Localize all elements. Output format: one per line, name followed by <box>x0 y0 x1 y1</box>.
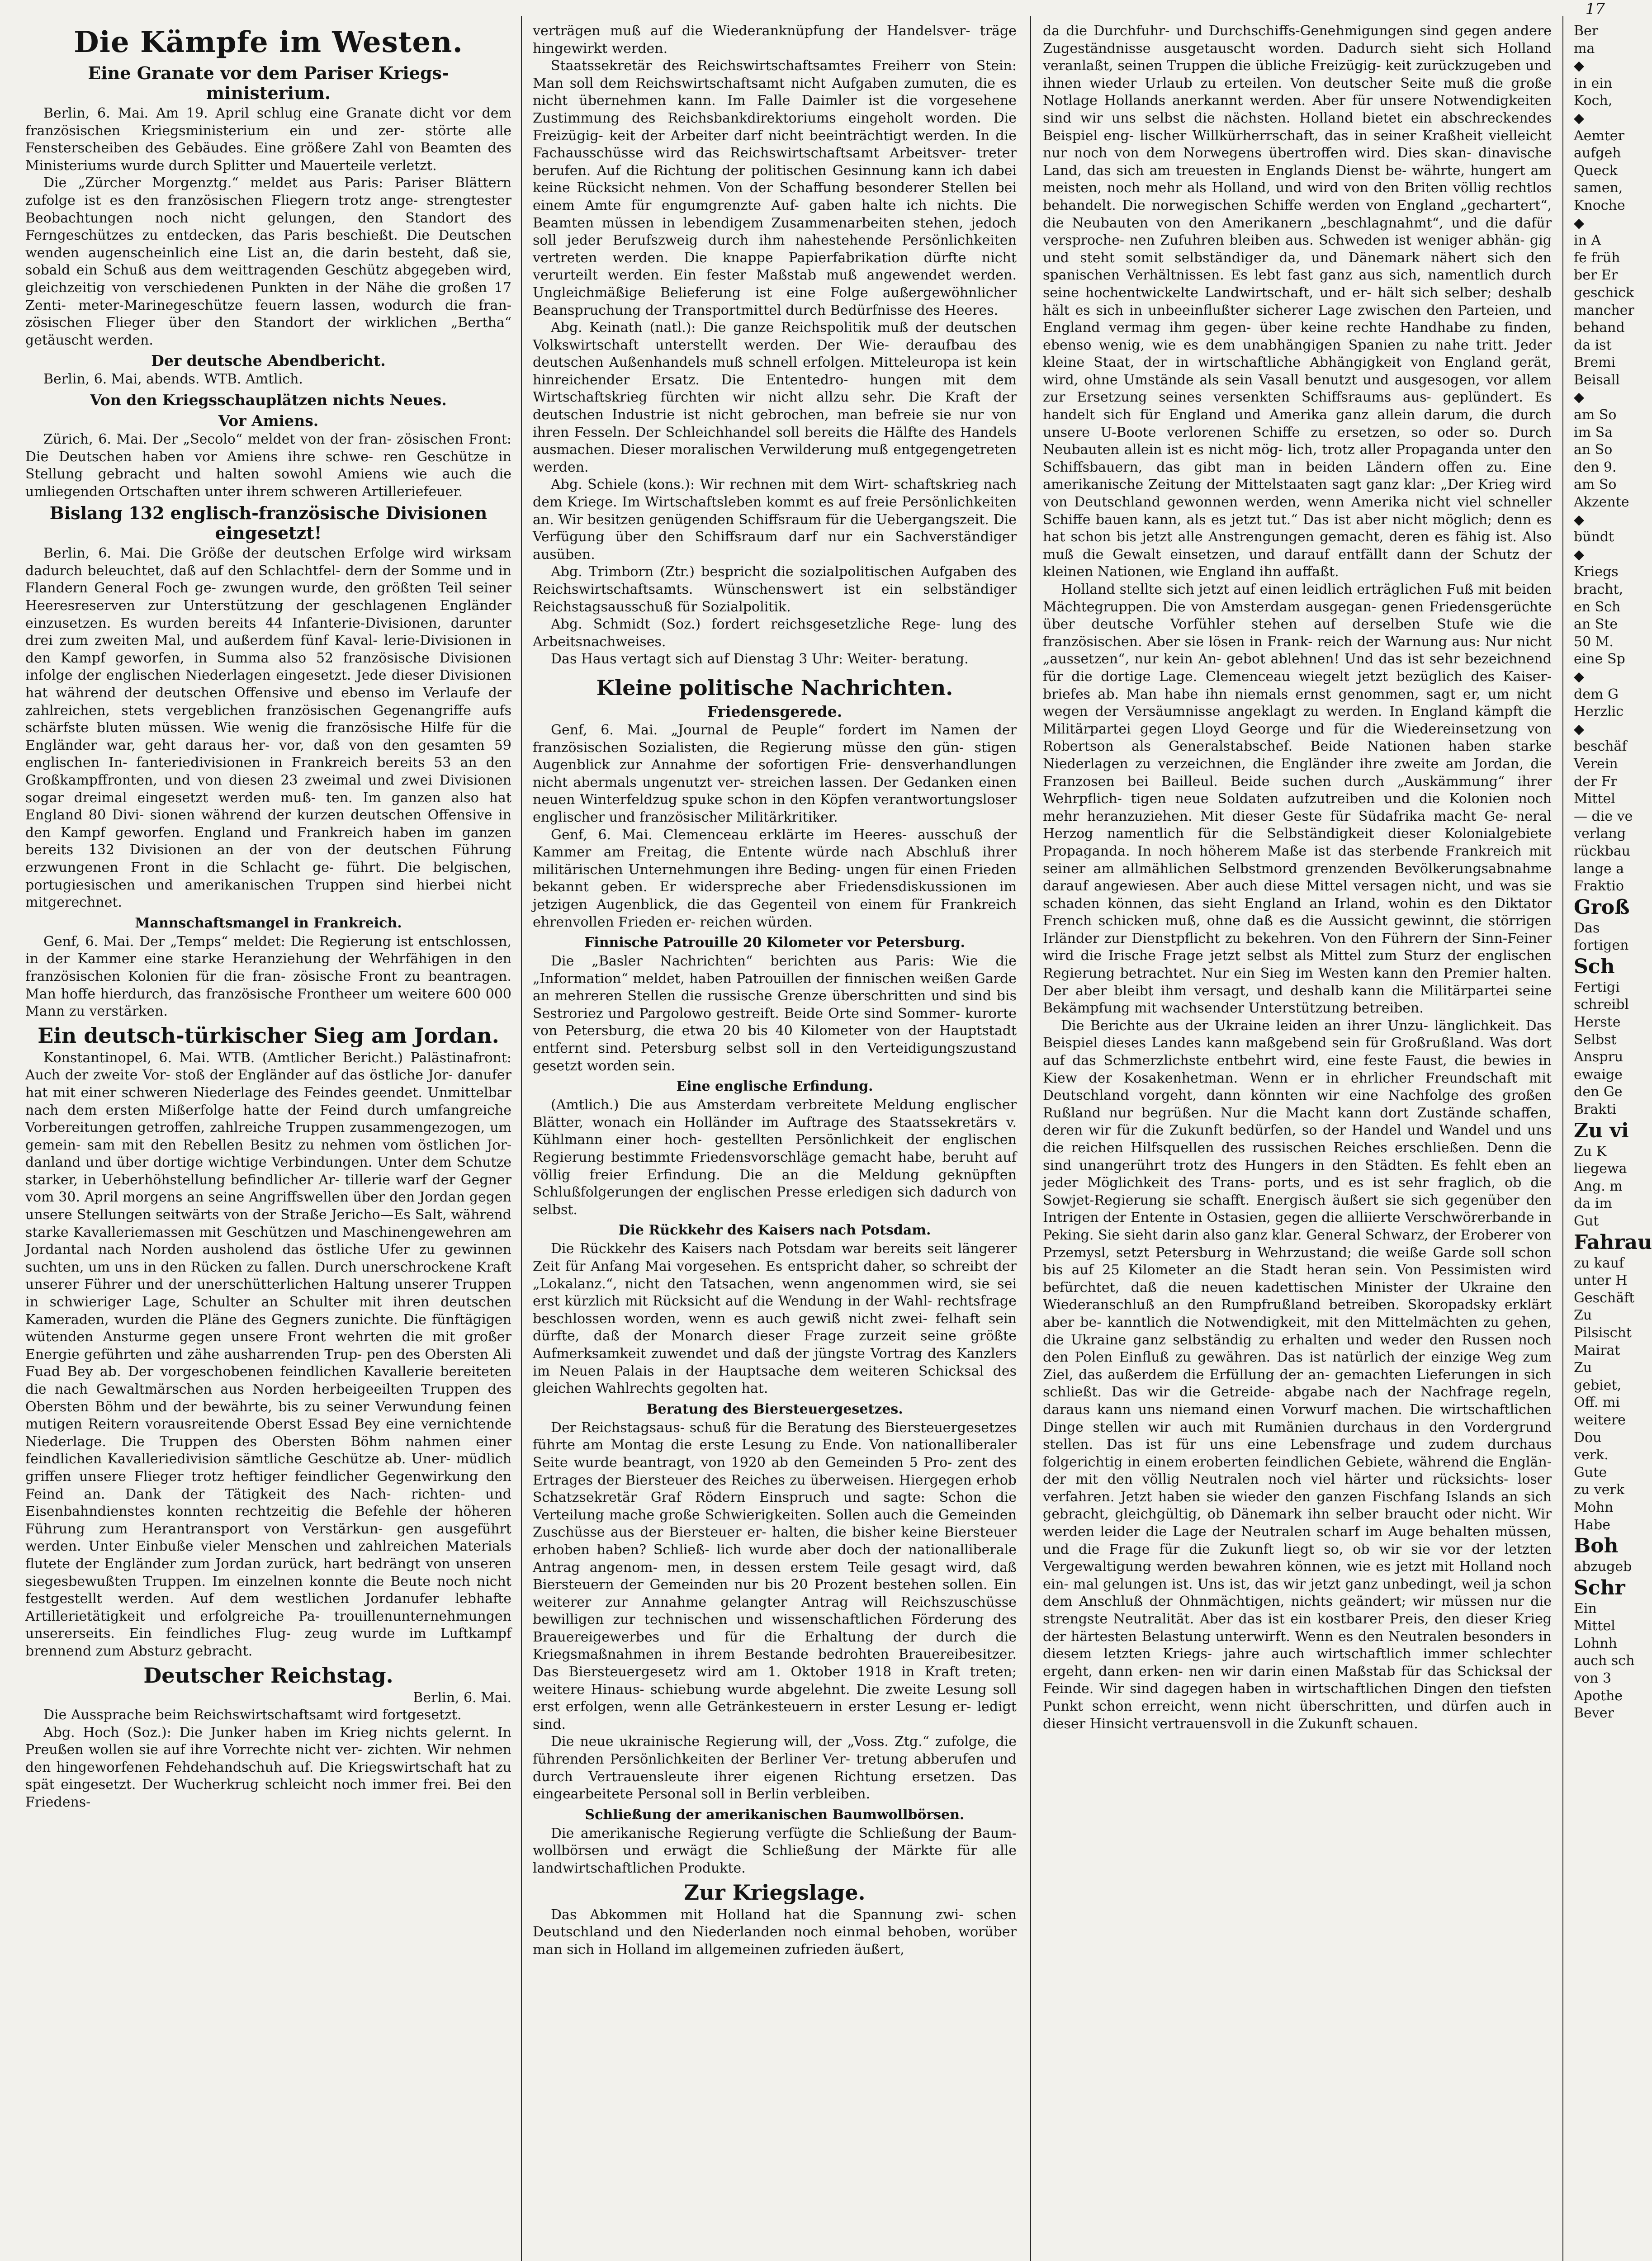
fragment-line: ◆ <box>1574 110 1585 126</box>
fragment-line: im Sa <box>1574 424 1613 440</box>
fragment-line: en Sch <box>1574 599 1621 615</box>
article-paragraph: Abg. Schmidt (Soz.) fordert reichsgesetzliche Rege- lung des Arbeitsnachweises. <box>533 616 1017 650</box>
fragment-line: weitere <box>1574 1412 1626 1428</box>
fragment-line: Mairat <box>1574 1342 1620 1358</box>
headline-erfindung: Eine englische Erfindung. <box>676 1078 873 1095</box>
fragment-line: verk. <box>1574 1447 1609 1463</box>
headline-biersteuer: Beratung des Biersteuergesetzes. <box>646 1401 903 1417</box>
fragment-line: Zu <box>1574 1307 1592 1324</box>
fragment-line: liegewa <box>1574 1161 1627 1177</box>
article-paragraph: Die Berichte aus der Ukraine leiden an ihrer Unzu- länglichkeit. Das Beispiel dieses Landes kann maßgebend sein für Großrußland. Was dort auf das Schmerzlichste entbehrt wird, eine feste Faust, die bewies in Kiew der Kosakenhetman. Wenn er in ehrlicher Freundschaft mit Deutschland vorgeht, dann könnten wir eine Nachfolge des großen Rußland nur begrüßen. Nur die Macht kann dort Zustände schaffen, deren wir für die Zukunft bedürfen, so der Handel und Wandel und uns die reichen Hilfsquellen des russischen Reiches erschließen. Denn die sind unangerührt trotz des Hungers in den Städten. Es fehlt eben an jeder Möglichkeit des Trans- ports, und es ist sehr fraglich, ob die Sowjet-Regierung sie schafft. Energisch äußert sie sich gegenüber den Intrigen der Entente in Ostasien, gegen die alliierte Verschwörerbande in Peking. Sie sieht darin also ganz klar. General Schwarz, der Eroberer von Przemysl, setzt Petersburg in Wehrzustand; die weiße Garde soll schon bis auf 25 Kilometer an die Stadt heran sein. Von Pessimisten wird befürchtet, daß die neuen kadettischen Minister der Ukraine den Wiederanschluß an den Rumpfrußland betreiben. Skoropadsky erklärt aber be- kanntlich die Notwendigkeit, mit den Mittelmächten zu gehen, die Ukraine ganz selbständig zu erhalten und weder den Russen noch den Polen Einfluß zu gewähren. Das ist natürlich der einzige Weg zum Ziel, das außerdem die Erfüllung der an- gemachten Lieferungen in sich schließt. Das wir die Getreide- abgabe nach der Nachfrage regeln, daraus kann uns niemand einen Vorwurf machen. Die wirtschaftlichen Dinge stellen wir auch mit Rumänien durchaus in den Vordergrund stellen. Das ist für uns eine Lebensfrage und zudem durchaus folgerichtig in einem eroberten feindlichen Gebiete, während die Englän- der mit den völlig Neutralen noch viel härter und rücksichts- loser verfahren. Jetzt haben sie wieder den ganzen Fischfang Islands an sich gebracht, gleichgültig, ob Dänemark ihn selber braucht oder nicht. Wir werden leider die Lage der Neutralen scharf im Auge behalten müssen, und die Frage für die Zukunft liegt so, ob wir sie vor der letzten Vergewaltigung werden bewahren können, wie es jetzt mit Holland noch ein- mal gelungen ist. Uns ist, das wir jetzt ganz unbedingt, weil ja schon dem Anschluß der Ohnmächtigen, nichts geändert; wir müssen nur die strengste Neutralität. Aber das ist ein kostbarer Preis, den dieser Krieg der härtesten Belastung unterwirft. Wenn es den Neutralen besonders in diesem letzten Kriegs- jahre auch wirtschaftlich immer schlechter ergeht, dann erken- nen wir darin einen Maßstab für das Schicksal der Feinde. Wir sind dagegen haben in wirtschaftlichen Dingen den tiefsten Punkt schon erreicht, wenn nicht überschritten, und dürfen auch in dieser Hinsicht vertrauensvoll in die Zukunft schauen. <box>1043 1017 1552 1732</box>
fragment-line: den Ge <box>1574 1084 1623 1100</box>
headline-granate: Eine Granate vor dem Pariser Kriegs- ministerium. <box>88 63 449 103</box>
fragment-line: Herste <box>1574 1014 1621 1031</box>
fragment-line: aufgeh <box>1574 145 1621 161</box>
fragment-line: zu verk <box>1574 1482 1624 1498</box>
fragment-line: Koch, <box>1574 93 1613 109</box>
fragment-line: Bremi <box>1574 355 1616 371</box>
fragment-line: Zu vi <box>1574 1119 1629 1142</box>
article-paragraph: Die Aussprache beim Reichswirtschaftsamt wird fortgesetzt. <box>43 1707 462 1723</box>
fragment-line: der Fr <box>1574 773 1617 790</box>
article-paragraph: Das Abkommen mit Holland hat die Spannung zwi- schen Deutschland und den Niederlanden noch einmal behoben, worüber man sich in Holland im allgemeinen zufrieden äußert, <box>533 1906 1017 1958</box>
fragment-line: Beisall <box>1574 372 1620 388</box>
column-1 <box>25 23 511 2261</box>
headline-kriegslage: Zur Kriegslage. <box>684 1880 866 1905</box>
article-paragraph: Die neue ukrainische Regierung will, der „Voss. Ztg.“ zufolge, die führenden Persönlichkeiten der Berliner Ver- tretung abberufen und durch Vertrauensleute ihrer eigenen Richtung ersetzen. Das eingearbeitete Personal soll in Berlin verbleiben. <box>533 1734 1017 1802</box>
fragment-line: Das <box>1574 920 1600 936</box>
article-paragraph: Abg. Trimborn (Ztr.) bespricht die sozialpolitischen Aufgaben des Reichswirtschaftsamts. Wünschenswert ist ein selbständiger Reichstagsausschuß für Sozialpolitik. <box>533 564 1017 615</box>
fragment-line: Gute <box>1574 1464 1607 1481</box>
article-paragraph: Berlin, 6. Mai. Die Größe der deutschen Erfolge wird wirksam dadurch beleuchtet, daß auf den Schlachtfel- dern der Somme und in Flandern General Foch ge- zwungen wurde, den größten Teil seiner Heeresreserven zur Unterstützung der geschlagenen Engländer einzusetzen. Es wurden bereits 44 Infanterie-Divisionen, darunter drei zum zweiten Mal, und außerdem fünf Kaval- lerie-Divisionen in den Kampf geworfen, in Summa also 52 französische Divisionen infolge der englischen Niederlagen eingesetzt. Jede dieser Divisionen hat während der deutschen Offensive und ebenso im Verlaufe der zahlreichen, stets vergeblichen französischen Gegenangriffe aufs schärfste bluten müssen. Wie wenig die französische Hilfe für die Engländer war, geht daraus her- vor, daß von den gesamten 59 englischen In- fanteriedivisionen in Frankreich bereits 53 an den Großkampffronten, und von diesen 23 zweimal und zwei Divisionen sogar dreimal eingesetzt werden muß- ten. Im ganzen also hat England 80 Divi- sionen während der kurzen deutschen Offensive in den Kampf geworfen. England und Frankreich haben im ganzen bereits 132 Divisionen an der von der deutschen Führung erzwungenen Front in die Schlacht ge- führt. Die belgischen, portugiesischen und amerikanischen Truppen sind hierbei nicht mitgerechnet. <box>25 545 511 911</box>
fragment-line: den 9. <box>1574 459 1617 475</box>
fragment-line: verlang <box>1574 826 1626 842</box>
fragment-line: Mohn <box>1574 1499 1614 1515</box>
fragment-line: in ein <box>1574 75 1613 91</box>
article-paragraph: Die „Zürcher Morgenztg.“ meldet aus Paris: Pariser Blättern zufolge ist es den französischen Fliegern trotz ange- strengtester Beobachtungen noch nicht gelungen, den Standort des Ferngeschützes zu entdecken, das Paris beschießt. Die Deutschen wenden augenscheinlich eine List an, die darin besteht, daß sie, sobald ein Schuß aus dem weittragenden Geschütz abgegeben wird, gleichzeitig von verschiedenen Punkten in der Nähe die großen 17 Zenti- meter-Marinegeschütze feuern lassen, wodurch die fran- zösischen Flieger über den Standort der wirklichen „Bertha“ getäuscht werden. <box>25 175 511 348</box>
article-paragraph: Berlin, 6. Mai. Am 19. April schlug eine Granate dicht vor dem französischen Kriegsministerium ein und zer- störte alle Fensterscheiben des Gebäudes. Eine größere Zahl von Beamten des Ministeriums wurde durch Splitter und Mauerteile verletzt. <box>25 105 511 174</box>
fragment-line: behand <box>1574 320 1625 336</box>
article-paragraph: Holland stellte sich jetzt auf einen leidlich erträglichen Fuß mit beiden Mächtegruppen. Die von Amsterdam ausgegan- genen Friedensgerüchte über deutsche Vorfühler stehen auf derselben Stufe wie die französischen. Aber sie lösen in Frank- reich der Warnung aus: Nur nicht „aussetzen“, nur kein An- gebot ablehnen! Und das ist sehr bezeichnend für die dortige Lage. Clemenceau wiegelt jetzt bezüglich des Kaiser- briefes ab. Man habe ihn niemals ernst genommen, sagt er, um nicht wegen der Versäumnisse angeklagt zu werden. In England kämpft die Militärpartei gegen Lloyd George und für die Wiedereinsetzung von Robertson als Generalstabschef. Beide Nationen haben starke Niederlagen zu verzeichnen, die Engländer ihre zweite am Jordan, die Franzosen bei Bailleul. Beide suchen durch „Auskämmung“ ihrer Wehrpflich- tigen neue Soldaten aufzutreiben und die Kolonien noch mehr heranzuziehen. Mit dieser Geste für Südafrika macht Ge- neral Herzog namentlich für die Selbständigkeit dieser Kolonialgebiete Propaganda. In noch höherem Maße ist das sterbende Frankreich mit seiner am allmählichen Selbstmord grenzenden Bevölkerungsabnahme darauf angewiesen. Aber auch diese Mittel versagen nicht, und was sie schaden können, das sieht England an Irland, wohin es den Diktator French schicken muß, ohne daß es die Aussicht gewinnt, die störrigen Irländer zur Dienstpflicht zu bekehren. Von den Führern der Sinn-Feiner wird die Irische Frage jetzt selbst als Mittel zum Sturz der englischen Regierung betrachtet. Nur ein Sieg im Westen kann den Premier halten. Der aber bleibt ihm versagt, und deshalb kann die Militärpartei seine Bekämpfung mit wachsender Unterstützung betreiben. <box>1043 582 1552 1017</box>
article-paragraph: Genf, 6. Mai. Clemenceau erklärte im Heeres- ausschuß der Kammer am Freitag, die Entente würde nach Abschluß ihrer militärischen Unternehmungen ihre Beding- ungen für einen Frieden bekannt geben. Er widerspreche aber Friedensdiskussionen im jetzigen Augenblick, die das Gegenteil von einem für Frankreich ehrenvollen Frieden er- reichen würden. <box>533 827 1017 930</box>
column-4-fragment <box>1574 23 1652 2261</box>
headline-abendbericht: Der deutsche Abendbericht. <box>151 352 386 370</box>
fragment-line: eine Sp <box>1574 651 1625 667</box>
fragment-line: Schr <box>1574 1576 1625 1599</box>
fragment-line: ewaige <box>1574 1066 1623 1083</box>
fragment-line: Lohnh <box>1574 1635 1617 1651</box>
fragment-line: Ang. m <box>1574 1178 1623 1194</box>
article-paragraph: Die Rückkehr des Kaisers nach Potsdam war bereits seit längerer Zeit für Anfang Mai vorgesehen. Es entspricht daher, so schreibt der „Lokalanz.“, nicht den Tatsachen, wenn angenommen wird, sie sei erst kürzlich mit Rücksicht auf die Wendung in der Wahl- rechtsfrage beschlossen worden, wenn es auch gewiß nicht zwei- felhaft sein dürfte, daß der Monarch dieser Frage zurzeit seine größte Aufmerksamkeit zuwendet und daß der jüngste Vortrag des Kanzlers im Neuen Palais in der Hauptsache dem weiteren Schicksal des gleichen Wahlrechts gegolten hat. <box>533 1241 1017 1397</box>
corner-mark: 17 <box>1585 0 1605 18</box>
fragment-line: Akzente <box>1574 494 1629 511</box>
fragment-line: Dou <box>1574 1429 1602 1446</box>
article-paragraph: Der Reichstagsaus- schuß für die Beratung des Biersteuergesetzes führte am Montag die erste Lesung zu Ende. Von nationalliberaler Seite wurde beantragt, von 1920 ab den Gemeinden 5 Pro- zent des Ertrages der Biersteuer des Reiches zu überweisen. Hiergegen erhob Schatzsekretär Graf Rödern Einspruch und sagte: Schon die Verteilung mache große Schwierigkeiten. Sollen auch die Gemeinden Zuschüsse aus der Biersteuer er- halten, die bisher keine Biersteuer erhoben haben? Schließ- lich wurde aber doch der nationalliberale Antrag angenom- men, in dessen erstem Teile gesagt wird, daß Biersteuern der Gemeinden nur bis 20 Prozent bestehen sollen. Ein weiterer zur Annahme gelangter Antrag will Reichszuschüsse bewilligen zur technischen und wissenschaftlichen Förderung des Brauereigewerbes und für die Erhaltung der durch die Kriegsmaßnahmen in ihrem Bestande bedrohten Brauereibesitzer. Das Biersteuergesetz wird am 1. Oktober 1918 in Kraft treten; weitere Hinaus- schiebung wurde abgelehnt. Die zweite Lesung soll erst erfolgen, wenn alle Getränkesteuern in erster Lesung er- ledigt sind. <box>533 1419 1017 1732</box>
fragment-line: ber Er <box>1574 267 1618 284</box>
fragment-line: bracht, <box>1574 582 1624 597</box>
headline-baumwolle: Schließung der amerikanischen Baumwollbörsen. <box>585 1807 965 1823</box>
fragment-line: Pilsischt <box>1574 1324 1632 1341</box>
article-paragraph: da die Durchfuhr- und Durchschiffs-Genehmigungen sind gegen andere Zugeständnisse ausgetauscht worden. Dadurch sieht sich Holland veranlaßt, seinen Truppen die übliche Freizügig- keit zurückzugeben und ihnen wieder Urlaub zu erteilen. Von deutscher Seite muß die große Notlage Hollands anerkannt werden. Aber für unsere Notwendigkeiten sind wir uns selbst die nächsten. Holland bietet ein abschreckendes Beispiel eng- lischer Willkürherrschaft, das in seiner Kraßheit vielleicht nur noch von dem Norwegens übertroffen wird. Dies skan- dinavische Land, das sich am treuesten in Englands Dienst be- währte, hungert am meisten, noch mehr als Holland, und wird von den Briten völlig rechtlos behandelt. Die norwegischen Schiffe werden von England „gechartert“, die Neubauten von den Amerikanern „beschlagnahmt“, und die dafür versproche- nen Zufuhren bleiben aus. Schweden ist weniger abhän- gig und steht somit selbständiger da, und Dänemark nähert sich den spanischen Verhältnissen. Es lebt fast ganz aus sich, namentlich durch seine hochentwickelte Landwirtschaft, und er- hält sich selber; deshalb hält es sich in unbeeinflußter sicherer Lage zwischen den Parteien, und England vermag ihm gegen- über keine rechte Handhabe zu finden, ebenso wenig, wie es dem unabhängigen Spanien zu nahe tritt. Jeder kleine Staat, der in wirtschaftliche Abhängigkeit von England gerät, wird, ohne Umstände als sein Vasall benutzt und ausgesogen, vor allem zur Ersetzung seines versenkten Schiffsraums aus- geplündert. Es handelt sich für England und Amerika ganz allein darum, die durch unsere U-Boote verlorenen Schiffe zu ersetzen, so oder so. Durch Neubauten allein ist es nicht mög- lich, trotz aller Propaganda unter den Schiffsbauern, das gibt man in beiden Ländern offen zu. Eine amerikanische Zeitung der Mittelstaaten sagt ganz klar: „Der Krieg wird von Deutschland gewonnen werden, wenn Amerika nicht viel schneller Schiffe bauen kann, als es jetzt tut.“ Das ist aber nicht möglich; denn es hat schon bis jetzt alle Anstrengungen gemacht, deren es fähig ist. Also muß die Gewalt einsetzen, und darauf entfällt dann der Schutz der kleinen Nationen, wie England ihn auffaßt. <box>1043 23 1552 580</box>
fragment-line: 50 M. <box>1574 634 1614 650</box>
fragment-line: ◆ <box>1574 668 1585 685</box>
headline-politische: Kleine politische Nachrichten. <box>596 675 953 700</box>
headline-reichstag: Deutscher Reichstag. <box>143 1663 393 1688</box>
fragment-line: Fraktio <box>1574 878 1624 894</box>
fragment-line: Brakti <box>1574 1102 1617 1118</box>
headline-patrouille: Finnische Patrouille 20 Kilometer vor Petersburg. <box>584 935 965 951</box>
fragment-line: Fahrau <box>1574 1230 1652 1254</box>
fragment-line: abzugeb <box>1574 1559 1632 1575</box>
fragment-line: da ist <box>1574 337 1612 353</box>
fragment-line: ◆ <box>1574 58 1585 74</box>
fragment-line: — die ve <box>1574 808 1633 824</box>
fragment-line: Zu K <box>1574 1143 1607 1159</box>
fragment-line: ◆ <box>1574 546 1585 563</box>
article-paragraph: Die amerikanische Regierung verfügte die Schließung der Baum- wollbörsen und erwägt die Schließung der Märkte für alle landwirtschaftlichen Produkte. <box>533 1825 1017 1876</box>
article-paragraph: Genf, 6. Mai. „Journal de Peuple“ fordert im Namen der französischen Sozialisten, die Regierung müsse den gün- stigen Augenblick zur Annahme der sofortigen Frie- densverhandlungen nicht abermals ungenutzt ver- streichen lassen. Der Gedanken einen neuen Winterfeldzug spuke schon in den Köpfen verantwortungsloser englischer und französischer Militärkritiker. <box>533 722 1017 825</box>
fragment-line: Herzlic <box>1574 704 1624 720</box>
fragment-line: Zu <box>1574 1360 1592 1376</box>
fragment-line: Ein <box>1574 1600 1597 1617</box>
article-paragraph: Abg. Hoch (Soz.): Die Junker haben im Krieg nichts gelernt. In Preußen wollen sie auf ihre Vorrechte nicht ver- zichten. Wir nehmen den hingeworfenen Fehdehandschuh auf. Die Kriegswirtschaft hat zu spät eingesetzt. Der Wucherkrug schleicht noch immer frei. Bei den Friedens- <box>25 1724 511 1811</box>
fragment-line: ma <box>1574 40 1595 57</box>
article-paragraph: Berlin, 6. Mai, abends. WTB. Amtlich. <box>43 371 303 388</box>
article-paragraph: Zürich, 6. Mai. Der „Secolo“ meldet von der fran- zösischen Front: Die Deutschen haben vor Amiens ihre schwe- ren Geschütze in Stellung gebracht und halten sowohl Amiens wie auch die umliegenden Ortschaften unter ihrem schweren Artilleriefeuer. <box>25 431 511 500</box>
fragment-line: Verein <box>1574 756 1618 772</box>
fragment-line: an So <box>1574 442 1613 458</box>
article-paragraph: Die „Basler Nachrichten“ berichten aus Paris: Wie die „Information“ meldet, haben Patrouillen der finnischen weißen Garde an mehreren Stellen die russische Grenze überschritten und sind bis Sestroriez und Pargolowo gestreift. Beide Orte sind Sommer- kurorte von Petersburg, die etwa 20 bis 40 Kilometer von der Hauptstadt entfernt sind. Petersburg selbst soll in den Verteidigungszustand gesetzt worden sein. <box>533 953 1017 1074</box>
fragment-line: fe früh <box>1574 250 1620 266</box>
article-paragraph: Abg. Schiele (kons.): Wir rechnen mit dem Wirt- schaftskrieg nach dem Kriege. Im Wirtschaftsleben kommt es auf freie Persönlichkeiten an. Wir besitzen genügenden Schiffsraum für die Uebergangszeit. Die Verfügung über den Schiffsraum darf nur ein Sachverständiger ausüben. <box>533 477 1017 563</box>
headline-divisionen: Bislang 132 englisch-französische Divisionen eingesetzt! <box>49 503 488 544</box>
fragment-line: Kriegs <box>1574 564 1619 580</box>
fragment-line: ◆ <box>1574 215 1585 231</box>
article-paragraph: Staatssekretär des Reichswirtschaftsamtes Freiherr von Stein: Man soll dem Reichswirtschaftsamt nicht Aufgaben zumuten, die es nicht übernehmen kann. Im Falle Daimler ist die vorgesehene Zustimmung des Reichsbankdirektoriums eingeholt worden. Die Freizügig- keit der Arbeiter darf nicht beeinträchtigt werden. In die Fachausschüsse wird das Reichswirtschaftsamt Arbeitsver- treter berufen. Auf die Richtung der politischen Gesinnung kann ich dabei keine Rücksicht nehmen. Von der Schaffung besonderer Stellen bei einem Amte für engumgrenzte Auf- gaben halte ich nichts. Die Beamten müssen in lebendigem Zusammenarbeiten stehen, jedoch soll jeder Berufszweig durch ihm nahestehende Persönlichkeiten vertreten werden. Die knappe Papierfabrikation dürfte nicht verurteilt werden. Ein fester Maßstab muß angewendet werden. Ungleichmäßige Belieferung ist eine Folge außergewöhnlicher Beanspruchung der Transportmittel durch Bedürfnisse des Heeres. <box>533 58 1017 318</box>
headline-friedensgerede: Friedensgerede. <box>707 702 843 720</box>
fragment-line: Bever <box>1574 1705 1614 1722</box>
fragment-line: Apothe <box>1574 1688 1623 1704</box>
fragment-line: gebiet, <box>1574 1377 1622 1393</box>
column-rule <box>521 16 522 2261</box>
fragment-line: bündt <box>1574 529 1614 545</box>
fragment-line: Groß <box>1574 895 1630 919</box>
headline-kaempfe: Die Kämpfe im Westen. <box>74 25 463 59</box>
fragment-line: da im <box>1574 1196 1612 1212</box>
fragment-line: samen, <box>1574 180 1623 196</box>
headline-mannschaft: Mannschaftsmangel in Frankreich. <box>135 915 402 931</box>
fragment-line: Mittel <box>1574 791 1615 807</box>
headline-amiens: Vor Amiens. <box>218 412 319 430</box>
fragment-line: lange a <box>1574 861 1624 877</box>
article-paragraph: verträgen muß auf die Wiederanknüpfung der Handelsver- träge hingewirkt werden. <box>533 23 1017 57</box>
article-paragraph: Abg. Keinath (natl.): Die ganze Reichspolitik muß der deutschen Volkswirtschaft unterstellt werden. Der Wie- deraufbau des deutschen Außenhandels muß schnell erfolgen. Mitteleuropa ist kein hinreichender Ersatz. Die Ententedro- hungen mit dem Wirtschaftskrieg fürchten wir nicht allzu sehr. Die Kraft der deutschen Industrie ist nicht gebrochen, man befreie sie nur von ihren Fesseln. Der Schleichhandel soll bereits die Hälfte des Handels ausmachen. Dieser moralischen Verwilderung muß entgegengetreten werden. <box>533 320 1017 475</box>
fragment-line: schreibl <box>1574 997 1629 1013</box>
column-rule <box>1030 16 1031 2261</box>
fragment-line: Gut <box>1574 1213 1599 1229</box>
fragment-line: ◆ <box>1574 511 1585 528</box>
article-paragraph: (Amtlich.) Die aus Amsterdam verbreitete Meldung englischer Blätter, wonach ein Holländer im Auftrage des Staatssekretärs v. Kühlmann einer hoch- gestellten Persönlichkeit der englischen Regierung bestimmte Friedensvorschläge gemacht habe, beruht auf völlig freier Erfindung. Die an die Meldung geknüpften Schlußfolgerungen der englischen Presse erledigen sich dadurch von selbst. <box>533 1097 1017 1218</box>
fragment-line: Habe <box>1574 1517 1611 1533</box>
fragment-line: Sch <box>1574 955 1615 978</box>
fragment-line: am So <box>1574 477 1617 493</box>
column-2 <box>533 23 1017 2261</box>
fragment-line: unter H <box>1574 1272 1628 1289</box>
article-line: Von den Kriegsschauplätzen nichts Neues. <box>90 391 447 409</box>
fragment-line: Geschäft <box>1574 1290 1635 1306</box>
fragment-line: rückbau <box>1574 843 1631 859</box>
fragment-line: an Ste <box>1574 616 1618 633</box>
column-3 <box>1043 23 1552 2261</box>
fragment-line: Mittel <box>1574 1618 1615 1634</box>
fragment-line: Off. mi <box>1574 1395 1620 1411</box>
fragment-line: Aemter <box>1574 128 1625 144</box>
fragment-line: fortigen <box>1574 937 1629 954</box>
fragment-line: Boh <box>1574 1534 1619 1558</box>
fragment-line: Anspru <box>1574 1049 1624 1065</box>
fragment-line: Selbst <box>1574 1031 1617 1048</box>
fragment-line: Queck <box>1574 162 1618 179</box>
headline-rueckkehr: Die Rückkehr des Kaisers nach Potsdam. <box>618 1222 931 1239</box>
fragment-line: auch sch <box>1574 1653 1635 1669</box>
article-paragraph: Das Haus vertagt sich auf Dienstag 3 Uhr: Weiter- beratung. <box>551 651 969 667</box>
dateline: Berlin, 6. Mai. <box>413 1689 511 1706</box>
fragment-line: in A <box>1574 232 1601 249</box>
fragment-line: von 3 <box>1574 1670 1611 1687</box>
fragment-line: Knoche <box>1574 197 1625 213</box>
fragment-line: Ber <box>1574 23 1599 39</box>
article-paragraph: Genf, 6. Mai. Der „Temps“ meldet: Die Regierung ist entschlossen, in der Kammer eine starke Heranziehung der Wehrfähigen in den französischen Kolonien für die fran- zösische Front zu beantragen. Man hoffe hierdurch, das französische Frontheer um weitere 600 000 Mann zu verstärken. <box>25 933 511 1020</box>
fragment-line: Fertigi <box>1574 979 1620 995</box>
fragment-line: beschäf <box>1574 738 1627 755</box>
fragment-line: ◆ <box>1574 721 1585 737</box>
fragment-line: ◆ <box>1574 389 1585 406</box>
fragment-line: zu kauf <box>1574 1255 1624 1271</box>
fragment-line: dem G <box>1574 686 1619 702</box>
column-rule <box>1562 16 1563 2261</box>
article-paragraph: Konstantinopel, 6. Mai. WTB. (Amtlicher Bericht.) Palästinafront: Auch der zweite Vor- stoß der Engländer auf das östliche Jor- danufer hat mit einer schweren Niederlage des Feindes geendet. Unmittelbar nach dem ersten Mißerfolge hatte der Feind durch umfangreiche Vorbereitungen getroffen, zahlreiche Truppen zusammengezogen, um gemein- sam mit den Rebellen Besitz zu nehmen vom östlichen Jor- danland und über dortige wichtige Verbindungen. Unter dem Schutze starker, in Ueberhöhstellung befindlicher Ar- tillerie warf der Gegner vom 30. April morgens an seine Angriffswellen über den Jordan gegen unsere Stellungen seitwärts von der Straße Jericho—Es Salt, während starke Kavalleriemassen mit Geschützen und Maschinengewehren am Jordantal nach Norden ausholend das östliche Ufer zu gewinnen suchten, um uns in den Rücken zu fallen. Durch unerschrockene Kraft unserer Führer und der unerschütterlichen Haltung unserer Truppen in schwieriger Lage, Schulter an Schulter mit ihren deutschen Kameraden, wurden die Pläne des Gegners zunichte. Die fünftägigen wütenden Ansturme gegen unsere Front wehrten die mit großer Energie geführten und zähe ausharrenden Trup- pen des Obersten Ali Fuad Bey ab. Der vorgeschobenen feindlichen Kavallerie bereiteten die nach Gewaltmärschen aus Norden herbeigeeilten Truppen des Obersten Böhm und der bewährte, bis zu seiner Verwundung feinen mutigen Reitern vorausreitende Oberst Essad Bey eine vernichtende Niederlage. Die Truppen des Obersten Böhm nahmen einer feindlichen Kavalleriedivision sämtliche Geschütze ab. Uner- müdlich griffen unsere Flieger trotz heftiger feindlicher Gegenwirkung den Feind an. Dank der Tätigkeit des Nach- richten- und Eisenbahndienstes konnten rechtzeitig die Befehle der höheren Führung zum Herantransport von Verstärkun- gen ausgeführt werden. Unter Einbuße vieler Menschen und zahlreichen Materials flutete der Engländer zum Jordan zurück, hart bedrängt von unseren siegesbewußten Truppen. Im einzelnen konnte die Beute noch nicht festgestellt werden. Auf dem westlichen Jordanufer lebhafte Artillerietätigkeit und erfolgreiche Pa- trouillenunternehmungen unsererseits. Ein feindliches Flug- zeug wurde im Luftkampf brennend zum Absturz gebracht. <box>25 1050 511 1659</box>
fragment-line: am So <box>1574 407 1617 423</box>
fragment-line: geschick <box>1574 284 1634 301</box>
fragment-line: mancher <box>1574 302 1634 318</box>
headline-jordan: Ein deutsch-türkischer Sieg am Jordan. <box>38 1023 499 1048</box>
